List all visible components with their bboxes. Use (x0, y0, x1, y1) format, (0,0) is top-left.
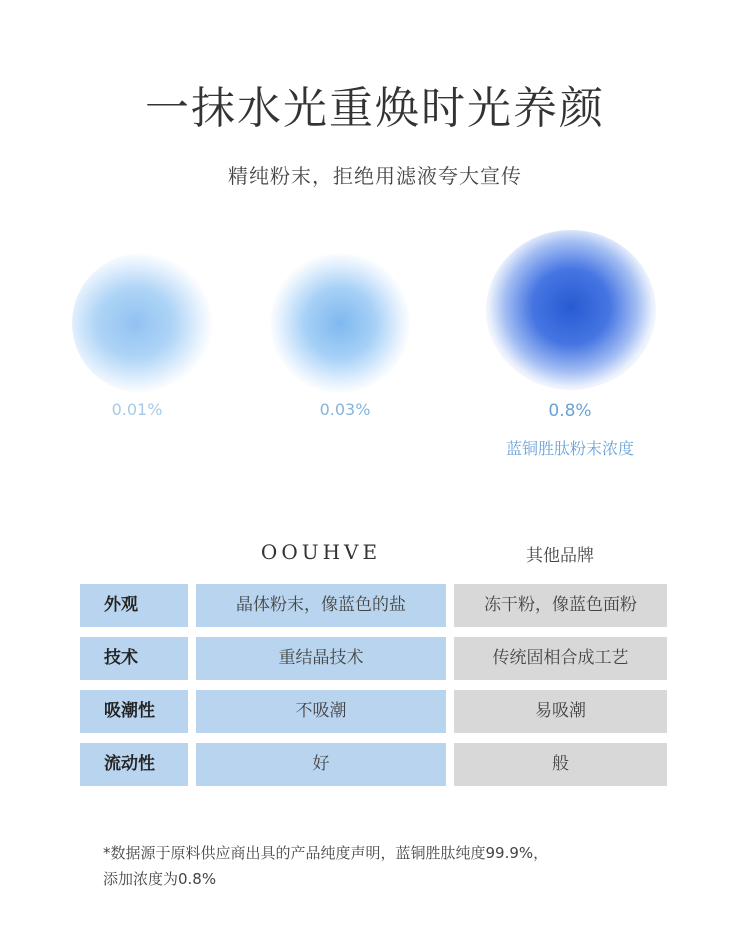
other-brand-cell: 传统固相合成工艺 (454, 637, 667, 680)
powder-sample-high (486, 230, 656, 390)
other-brand-cell: 般 (454, 743, 667, 786)
other-brand-cell: 易吸潮 (454, 690, 667, 733)
comparison-row (80, 743, 667, 786)
footnote-line: *数据源于原料供应商出具的产品纯度声明，蓝铜胜肽纯度99.9%， (103, 844, 549, 862)
page-title: 一抹水光重焕时光养颜 (145, 83, 605, 134)
powder-samples (0, 225, 750, 395)
footnote (103, 840, 663, 892)
row-label: 技术 (80, 637, 188, 680)
row-label: 流动性 (80, 743, 188, 786)
concentration-value: 0.01% (111, 400, 163, 419)
concentration-value: 0.03% (319, 400, 371, 419)
brand-cell: 重结晶技术 (196, 637, 446, 680)
comparison-row (80, 637, 667, 680)
brand-cell: 不吸潮 (196, 690, 446, 733)
brand-column-header: OOUHVE (260, 540, 382, 564)
row-label: 外观 (80, 584, 188, 627)
row-label: 吸潮性 (80, 690, 188, 733)
comparison-row (80, 690, 667, 733)
footnote-line: 添加浓度为0.8% (103, 870, 217, 888)
comparison-row (80, 584, 667, 627)
page-subtitle: 精纯粉末，拒绝用滤液夸大宣传 (228, 164, 522, 188)
brand-cell: 晶体粉末，像蓝色的盐 (196, 584, 446, 627)
brand-cell: 好 (196, 743, 446, 786)
other-brand-cell: 冻干粉，像蓝色面粉 (454, 584, 667, 627)
concentration-value: 0.8% (548, 401, 592, 421)
powder-sample-low (72, 253, 212, 393)
powder-sample-mid (270, 253, 410, 393)
other-brand-column-header: 其他品牌 (526, 546, 594, 566)
concentration-label: 蓝铜胜肽粉末浓度 (505, 439, 634, 458)
